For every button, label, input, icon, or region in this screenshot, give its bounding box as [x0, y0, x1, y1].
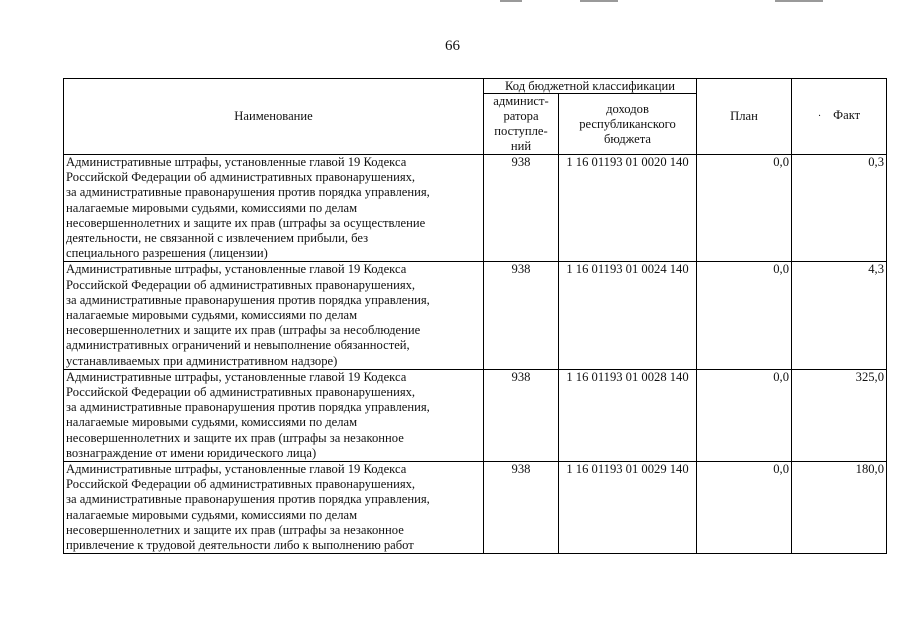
header-income-line: республиканского	[579, 116, 676, 131]
row-admin-code: 938	[484, 262, 559, 369]
header-admin-line: поступле-	[494, 124, 548, 138]
row-name-line: Административные штрафы, установленные главой 19 Кодекса	[66, 262, 407, 277]
row-income-code: 1 16 01193 01 0024 140	[559, 262, 697, 369]
row-name-line: Административные штрафы, установленные главой 19 Кодекса	[66, 369, 407, 384]
scan-artifact-line	[580, 0, 618, 2]
header-plan: План	[697, 79, 792, 155]
header-income	[559, 94, 697, 155]
row-name-line: Российской Федерации об административных правонарушениях,	[66, 170, 416, 185]
budget-classification-table	[63, 78, 887, 554]
row-name-line: за административные правонарушения против порядка управления,	[66, 400, 430, 415]
row-plan-value: 0,0	[697, 155, 792, 262]
page-number: 66	[445, 38, 460, 54]
row-income-code: 1 16 01193 01 0028 140	[559, 369, 697, 461]
row-name-line: Административные штрафы, установленные главой 19 Кодекса	[66, 462, 407, 477]
scan-artifact-line	[775, 0, 823, 2]
header-name: Наименование	[64, 79, 484, 155]
header-budget-code-group: Код бюджетной классификации	[484, 79, 697, 94]
row-name-line: налагаемые мировыми судьями, комиссиями по делам	[66, 200, 358, 215]
header-income-line: бюджета	[604, 131, 651, 146]
table-body	[64, 155, 887, 554]
row-name-line: деятельности, не связанной с извлечением прибыли, без	[66, 231, 369, 246]
row-plan-value: 0,0	[697, 462, 792, 554]
row-name-cell	[64, 369, 484, 461]
row-income-code: 1 16 01193 01 0029 140	[559, 462, 697, 554]
header-admin-line: ний	[510, 139, 532, 153]
row-income-code: 1 16 01193 01 0020 140	[559, 155, 697, 262]
row-name-line: несовершеннолетних и защите их прав (штрафы за незаконное	[66, 522, 404, 537]
header-fact-label: Факт	[833, 108, 861, 123]
row-name-line: несовершеннолетних и защите их прав (штрафы за несоблюдение	[66, 323, 421, 338]
row-name-line: специального разрешения (лицензии)	[66, 246, 268, 261]
header-fact	[792, 79, 887, 155]
row-name-cell	[64, 155, 484, 262]
header-fact-mark: ·	[817, 111, 822, 123]
row-admin-code: 938	[484, 462, 559, 554]
row-admin-code: 938	[484, 155, 559, 262]
row-name-line: налагаемые мировыми судьями, комиссиями по делам	[66, 308, 358, 323]
row-name-cell	[64, 262, 484, 369]
table-row	[64, 462, 887, 554]
table-row	[64, 155, 887, 262]
table-row	[64, 369, 887, 461]
row-admin-code: 938	[484, 369, 559, 461]
row-name-line: налагаемые мировыми судьями, комиссиями по делам	[66, 507, 358, 522]
row-name-line: административных ограничений и невыполнение обязанностей,	[66, 338, 410, 353]
row-plan-value: 0,0	[697, 369, 792, 461]
table-header	[64, 79, 887, 155]
row-fact-value: 4,3	[792, 262, 887, 369]
row-fact-value: 0,3	[792, 155, 887, 262]
row-name-cell	[64, 462, 484, 554]
scan-artifact-line	[500, 0, 522, 2]
header-admin-line: админист-	[493, 94, 549, 108]
row-name-line: за административные правонарушения против порядка управления,	[66, 185, 430, 200]
row-name-line: несовершеннолетних и защите их прав (штрафы за незаконное	[66, 430, 404, 445]
header-admin-line: ратора	[503, 109, 539, 123]
row-fact-value: 180,0	[792, 462, 887, 554]
row-name-line: налагаемые мировыми судьями, комиссиями по делам	[66, 415, 358, 430]
row-name-line: устанавливаемых при административном надзоре)	[66, 353, 338, 368]
row-fact-value: 325,0	[792, 369, 887, 461]
row-name-line: за административные правонарушения против порядка управления,	[66, 492, 430, 507]
header-income-line: доходов	[606, 101, 649, 116]
row-name-line: несовершеннолетних и защите их прав (штрафы за осуществление	[66, 215, 426, 230]
table-row	[64, 262, 887, 369]
row-plan-value: 0,0	[697, 262, 792, 369]
row-name-line: Российской Федерации об административных правонарушениях,	[66, 477, 416, 492]
row-name-line: Российской Федерации об административных правонарушениях,	[66, 385, 416, 400]
row-name-line: Административные штрафы, установленные главой 19 Кодекса	[66, 155, 407, 169]
row-name-line: за административные правонарушения против порядка управления,	[66, 292, 430, 307]
row-name-line: вознаграждение от имени юридического лица)	[66, 445, 317, 460]
row-name-line: привлечение к трудовой деятельности либо к выполнению работ	[66, 538, 414, 553]
row-name-line: Российской Федерации об административных правонарушениях,	[66, 277, 416, 292]
header-admin	[484, 94, 559, 155]
